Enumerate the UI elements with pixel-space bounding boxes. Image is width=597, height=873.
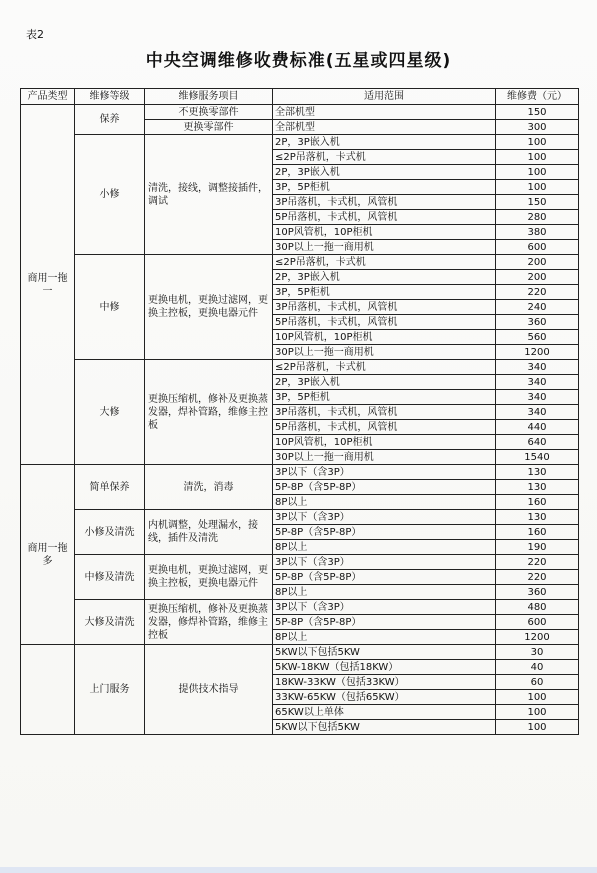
- fee-cell: 220: [496, 570, 579, 585]
- fee-cell: 600: [496, 615, 579, 630]
- fee-table: [20, 88, 579, 735]
- table-tag: 表2: [26, 28, 44, 41]
- range-cell: 33KW-65KW（包括65KW）: [273, 690, 496, 705]
- fee-cell: 150: [496, 105, 579, 120]
- range-cell: 10P风管机，10P柜机: [273, 330, 496, 345]
- fee-cell: 380: [496, 225, 579, 240]
- range-cell: 2P，3P嵌入机: [273, 135, 496, 150]
- range-cell: 3P以下（含3P）: [273, 510, 496, 525]
- fee-cell: 150: [496, 195, 579, 210]
- fee-cell: 100: [496, 690, 579, 705]
- range-cell: 8P以上: [273, 585, 496, 600]
- item-cell: 更换压缩机，修补及更换蒸发器，焊补管路，维修主控板: [145, 360, 273, 465]
- fee-cell: 480: [496, 600, 579, 615]
- item-cell: 提供技术指导: [145, 645, 273, 735]
- table-row: [21, 255, 579, 270]
- fee-cell: 360: [496, 315, 579, 330]
- fee-cell: 130: [496, 465, 579, 480]
- range-cell: 5KW以下包括5KW: [273, 720, 496, 735]
- fee-cell: 220: [496, 285, 579, 300]
- fee-cell: 130: [496, 480, 579, 495]
- range-cell: 18KW-33KW（包括33KW）: [273, 675, 496, 690]
- item-cell: 清洗，消毒: [145, 465, 273, 510]
- range-cell: 5P吊落机，卡式机，风管机: [273, 315, 496, 330]
- fee-cell: 220: [496, 555, 579, 570]
- table-row: [21, 135, 579, 150]
- range-cell: 65KW以上单体: [273, 705, 496, 720]
- table-row: [21, 555, 579, 570]
- range-cell: 全部机型: [273, 120, 496, 135]
- fee-cell: 100: [496, 720, 579, 735]
- fee-cell: 240: [496, 300, 579, 315]
- level-cell: 中修: [75, 255, 145, 360]
- table-row: [21, 105, 579, 120]
- range-cell: 5P吊落机，卡式机，风管机: [273, 420, 496, 435]
- fee-cell: 100: [496, 180, 579, 195]
- fee-cell: 340: [496, 360, 579, 375]
- category-cell-empty: [21, 645, 75, 735]
- level-cell: 小修: [75, 135, 145, 255]
- level-cell: 上门服务: [75, 645, 145, 735]
- range-cell: 30P以上一拖一商用机: [273, 240, 496, 255]
- range-cell: 全部机型: [273, 105, 496, 120]
- fee-cell: 300: [496, 120, 579, 135]
- fee-cell: 440: [496, 420, 579, 435]
- fee-cell: 100: [496, 165, 579, 180]
- fee-cell: 190: [496, 540, 579, 555]
- fee-cell: 640: [496, 435, 579, 450]
- range-cell: 5P吊落机，卡式机，风管机: [273, 210, 496, 225]
- range-cell: 3P，5P柜机: [273, 180, 496, 195]
- range-cell: 5KW以下包括5KW: [273, 645, 496, 660]
- range-cell: 3P吊落机，卡式机，风管机: [273, 405, 496, 420]
- range-cell: 2P，3P嵌入机: [273, 375, 496, 390]
- item-cell: 更换零部件: [145, 120, 273, 135]
- fee-cell: 100: [496, 150, 579, 165]
- range-cell: 2P，3P嵌入机: [273, 270, 496, 285]
- range-cell: ≤2P吊落机，卡式机: [273, 150, 496, 165]
- item-cell: 内机调整，处理漏水，接线，插件及清洗: [145, 510, 273, 555]
- viewer-bottom-bar: [0, 867, 597, 873]
- range-cell: 8P以上: [273, 495, 496, 510]
- table-row: [21, 360, 579, 375]
- fee-cell: 200: [496, 255, 579, 270]
- table-row: [21, 645, 579, 660]
- fee-cell: 40: [496, 660, 579, 675]
- range-cell: 8P以上: [273, 540, 496, 555]
- level-cell: 大修及清洗: [75, 600, 145, 645]
- item-cell: 更换电机，更换过滤网，更换主控板，更换电器元件: [145, 255, 273, 360]
- fee-cell: 1540: [496, 450, 579, 465]
- header-repair-level: 维修等级: [75, 89, 145, 105]
- range-cell: 3P吊落机，卡式机，风管机: [273, 300, 496, 315]
- range-cell: 3P，5P柜机: [273, 390, 496, 405]
- item-cell: 更换压缩机，修补及更换蒸发器，修焊补管路，维修主控板: [145, 600, 273, 645]
- fee-cell: 30: [496, 645, 579, 660]
- range-cell: 5P-8P（含5P-8P）: [273, 480, 496, 495]
- range-cell: 5P-8P（含5P-8P）: [273, 615, 496, 630]
- header-service-item: 维修服务项目: [145, 89, 273, 105]
- table-row: [21, 600, 579, 615]
- header-product-type: 产品类型: [21, 89, 75, 105]
- fee-cell: 160: [496, 495, 579, 510]
- header-fee: 维修费（元）: [496, 89, 579, 105]
- item-cell: 更换电机，更换过滤网，更换主控板，更换电器元件: [145, 555, 273, 600]
- range-cell: 5P-8P（含5P-8P）: [273, 570, 496, 585]
- table-row: [21, 510, 579, 525]
- range-cell: 3P以下（含3P）: [273, 465, 496, 480]
- fee-cell: 340: [496, 390, 579, 405]
- range-cell: 3P，5P柜机: [273, 285, 496, 300]
- range-cell: ≤2P吊落机，卡式机: [273, 255, 496, 270]
- fee-cell: 340: [496, 405, 579, 420]
- range-cell: 2P，3P嵌入机: [273, 165, 496, 180]
- level-cell: 保养: [75, 105, 145, 135]
- fee-cell: 340: [496, 375, 579, 390]
- header-scope: 适用范围: [273, 89, 496, 105]
- category-cell: 商用一拖一: [21, 105, 75, 465]
- level-cell: 小修及清洗: [75, 510, 145, 555]
- item-cell: 不更换零部件: [145, 105, 273, 120]
- fee-cell: 280: [496, 210, 579, 225]
- fee-cell: 600: [496, 240, 579, 255]
- fee-cell: 1200: [496, 630, 579, 645]
- document-title: 中央空调维修收费标准(五星或四星级): [145, 51, 452, 71]
- range-cell: 10P风管机，10P柜机: [273, 435, 496, 450]
- level-cell: 简单保养: [75, 465, 145, 510]
- range-cell: 5P-8P（含5P-8P）: [273, 525, 496, 540]
- fee-cell: 560: [496, 330, 579, 345]
- range-cell: 5KW-18KW（包括18KW）: [273, 660, 496, 675]
- range-cell: 3P吊落机，卡式机，风管机: [273, 195, 496, 210]
- range-cell: 10P风管机，10P柜机: [273, 225, 496, 240]
- table-header-row: [21, 89, 579, 105]
- item-cell: 清洗，接线，调整接插件，调试: [145, 135, 273, 255]
- range-cell: 30P以上一拖一商用机: [273, 450, 496, 465]
- range-cell: 3P以下（含3P）: [273, 555, 496, 570]
- range-cell: 8P以上: [273, 630, 496, 645]
- fee-cell: 60: [496, 675, 579, 690]
- fee-cell: 160: [496, 525, 579, 540]
- fee-cell: 100: [496, 705, 579, 720]
- range-cell: 30P以上一拖一商用机: [273, 345, 496, 360]
- category-cell: 商用一拖多: [21, 465, 75, 645]
- fee-cell: 200: [496, 270, 579, 285]
- table-row: [21, 465, 579, 480]
- fee-cell: 1200: [496, 345, 579, 360]
- fee-cell: 130: [496, 510, 579, 525]
- range-cell: ≤2P吊落机，卡式机: [273, 360, 496, 375]
- range-cell: 3P以下（含3P）: [273, 600, 496, 615]
- level-cell: 大修: [75, 360, 145, 465]
- fee-cell: 100: [496, 135, 579, 150]
- level-cell: 中修及清洗: [75, 555, 145, 600]
- fee-cell: 360: [496, 585, 579, 600]
